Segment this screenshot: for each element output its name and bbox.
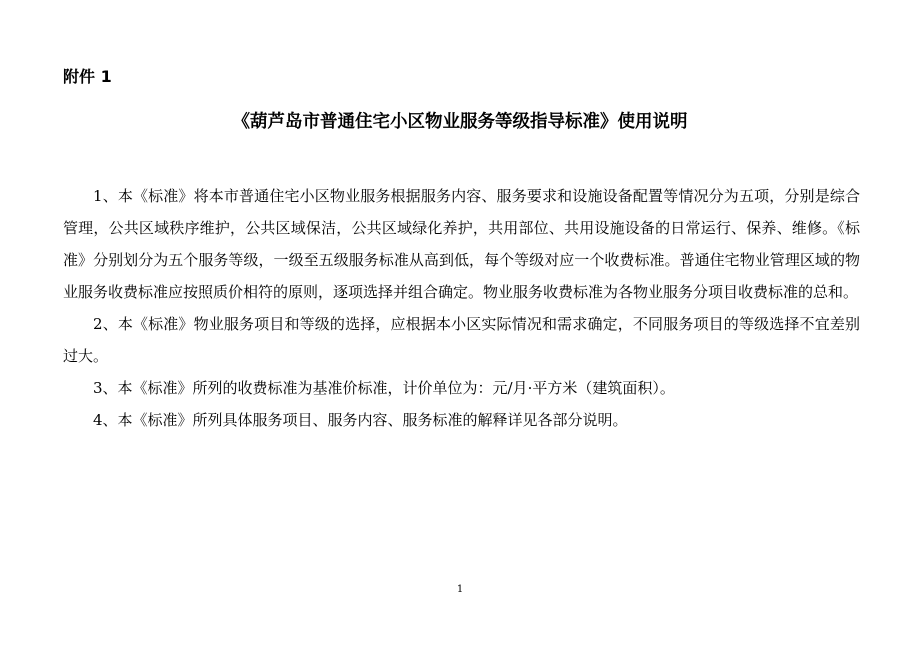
paragraph-4: 4、本《标准》所列具体服务项目、服务内容、服务标准的解释详见各部分说明。 xyxy=(93,411,628,429)
page-number: 1 xyxy=(456,584,464,595)
paragraph-1: 1、本《标准》将本市普通住宅小区物业服务根据服务内容、服务要求和设施设备配置等情况分为五项，分别是综合管理，公共区域秩序维护，公共区域保洁，公共区域绿化养护，共用部位、共用设施设备的日常运行、保养、维修。《标准》分别划分为五个服务等级，一级至五级服务标准从高到低，每个等级对应一个收费标准。普通住宅物业管理区域的物业服务收费标准应按照质价相符的原则，逐项选择并组合确定。物业服务收费标准为各物业服务分项目收费标准的总和。 xyxy=(63,187,860,301)
document-title: 《葫芦岛市普通住宅小区物业服务等级指导标准》使用说明 xyxy=(232,112,688,132)
document-body xyxy=(63,180,860,436)
attachment-label: 附件 1 xyxy=(63,67,112,86)
paragraph-3: 3、本《标准》所列的收费标准为基准价标准，计价单位为：元/月·平方米（建筑面积）。 xyxy=(93,379,675,397)
paragraph-2: 2、本《标准》物业服务项目和等级的选择，应根据本小区实际情况和需求确定，不同服务项目的等级选择不宜差别过大。 xyxy=(63,315,860,365)
